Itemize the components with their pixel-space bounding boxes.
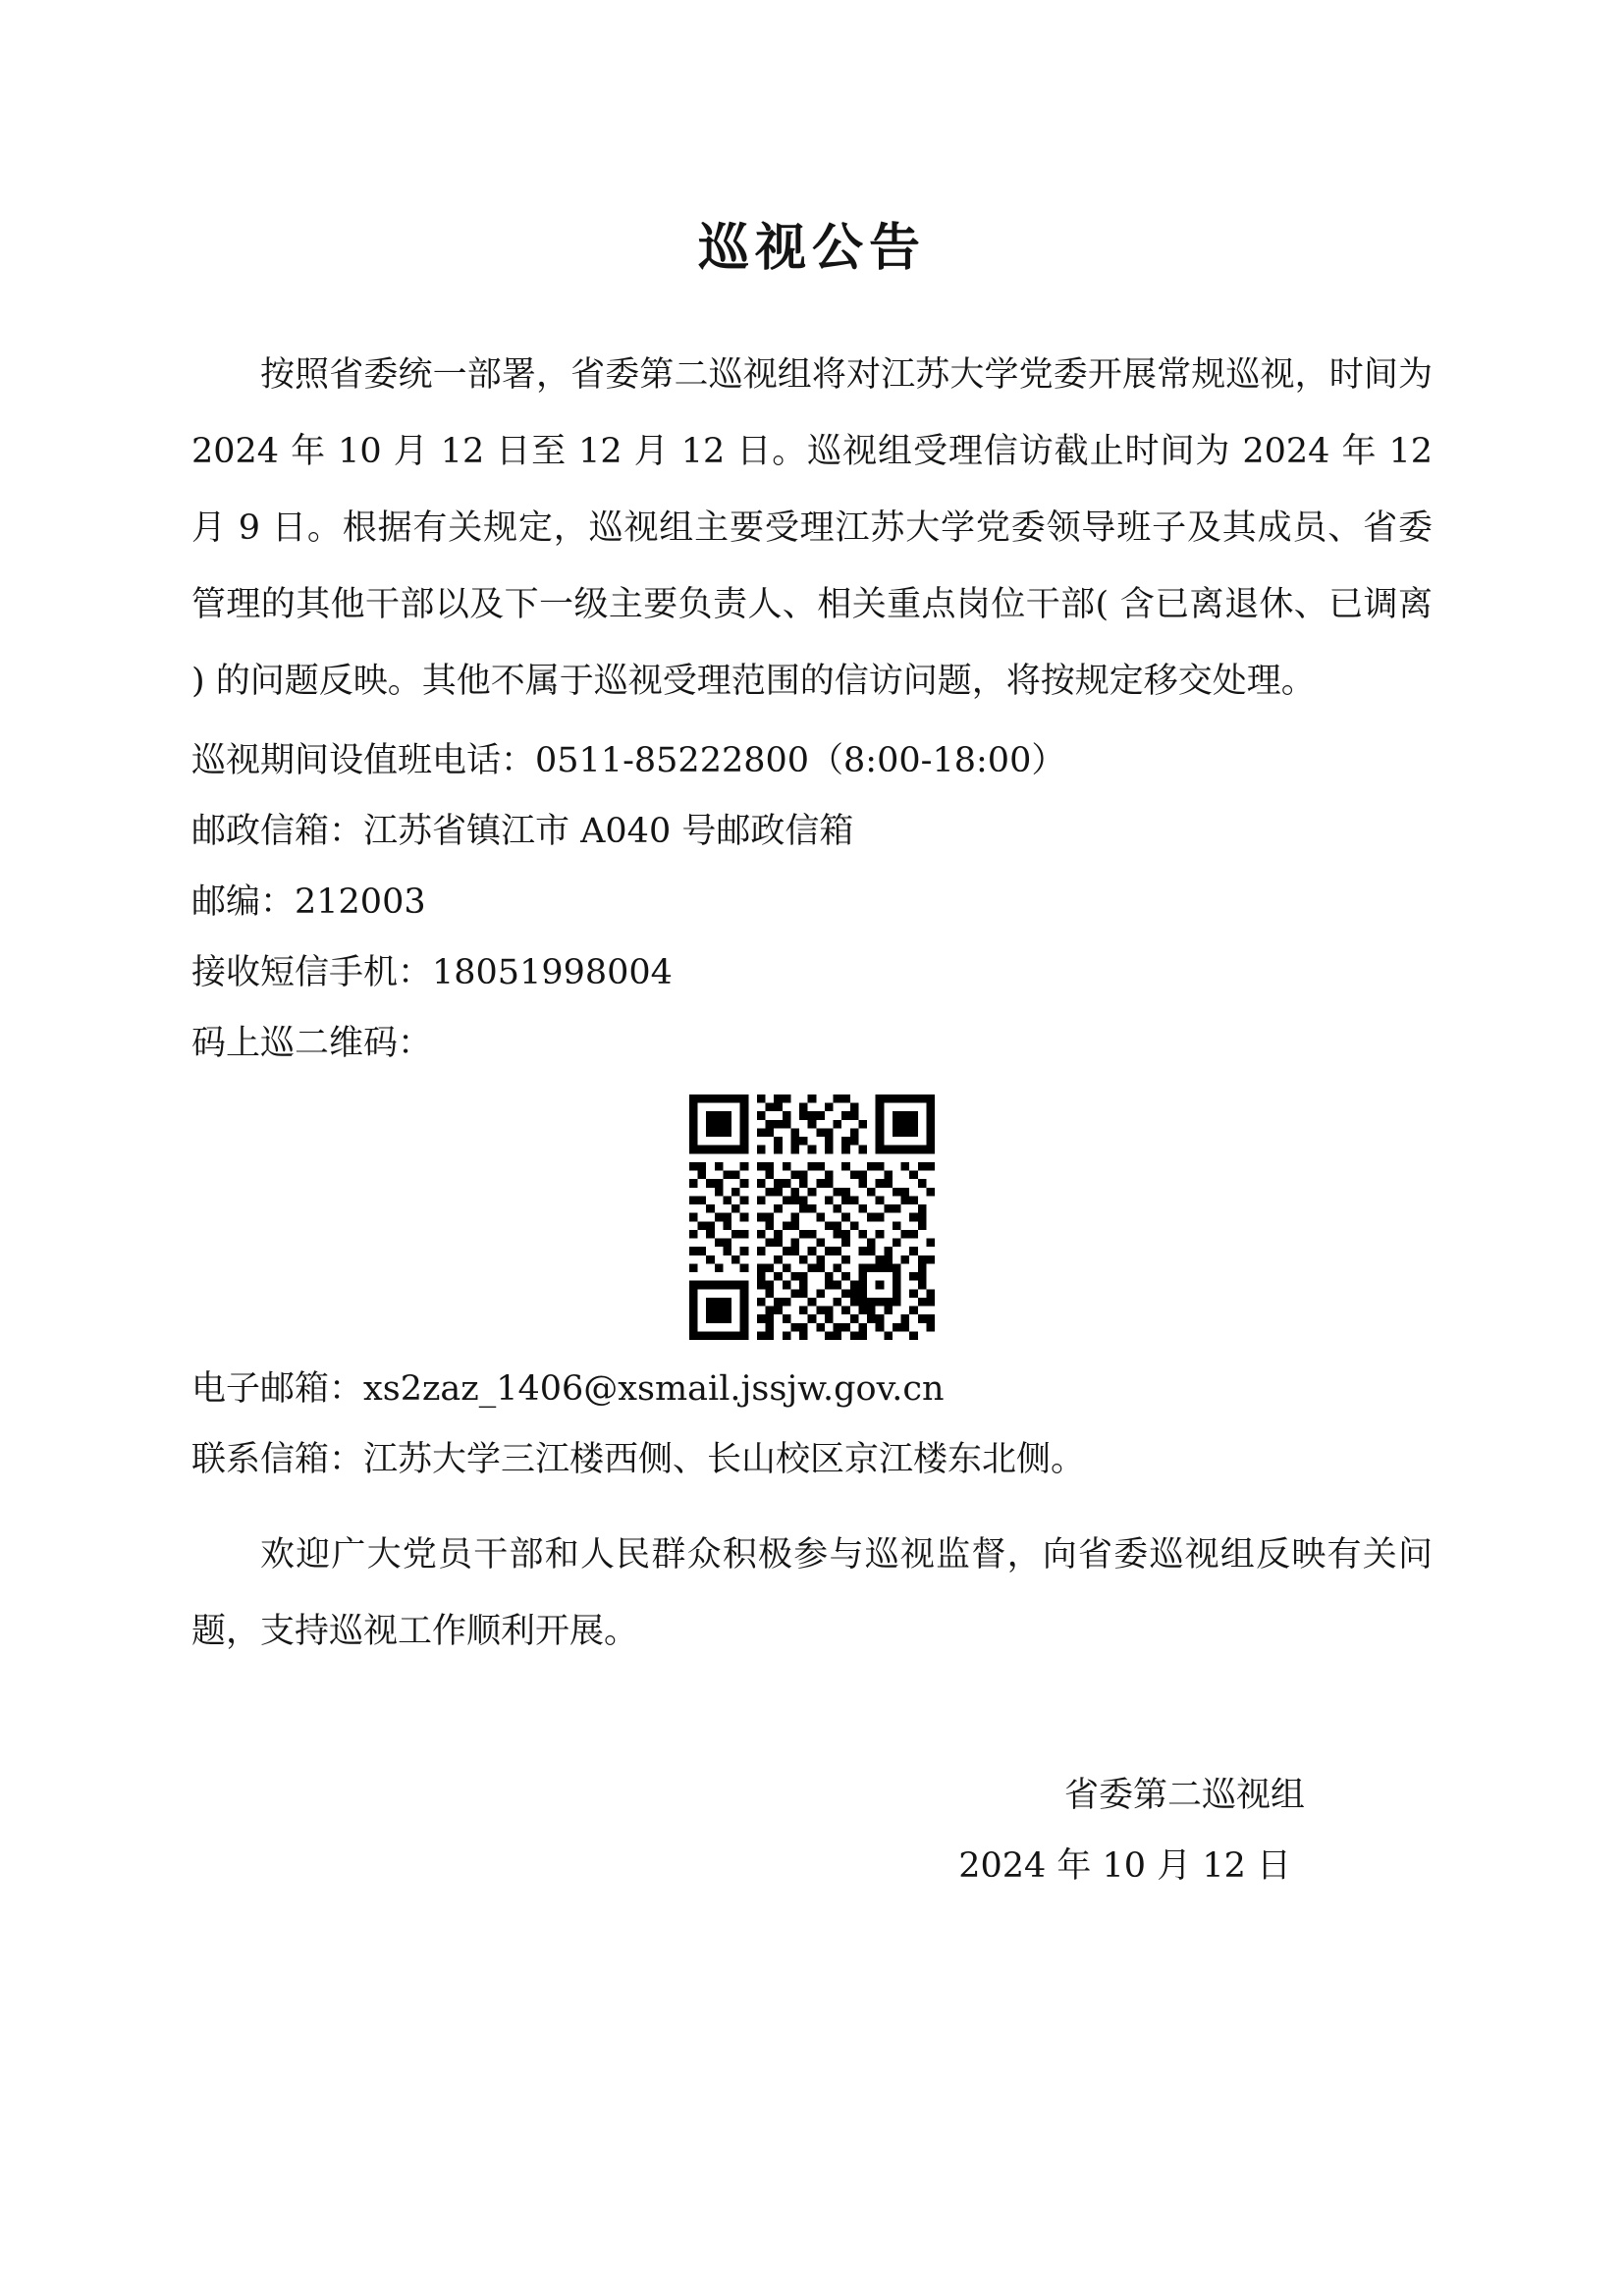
closing-paragraph: 欢迎广大党员干部和人民群众积极参与巡视监督，向省委巡视组反映有关问题，支持巡视工作顺利开展。 <box>191 1535 1433 1651</box>
contact-sms-line: 接收短信手机：18051998004 <box>191 953 673 992</box>
after-qr-block <box>191 1354 1433 1495</box>
contact-qrcode-label: 码上巡二维码： <box>191 1024 433 1063</box>
contact-email-line: 电子邮箱：xs2zaz_1406@xsmail.jssjw.gov.cn <box>191 1369 945 1409</box>
signature-block <box>191 1760 1433 1901</box>
qr-code-icon <box>689 1095 935 1340</box>
signature-date: 2024 年 10 月 12 日 <box>958 1846 1291 1886</box>
contact-block <box>191 725 1433 1079</box>
qr-code-container <box>191 1095 1433 1340</box>
contact-postal-line: 邮政信箱：江苏省镇江市 A040 号邮政信箱 <box>191 812 854 851</box>
signature-org: 省委第二巡视组 <box>1063 1776 1305 1815</box>
contact-phone-line: 巡视期间设值班电话：0511-85222800（8:00-18:00） <box>191 741 1066 780</box>
contact-mailbox-line: 联系信箱：江苏大学三江楼西侧、长山校区京江楼东北侧。 <box>191 1440 1086 1479</box>
contact-zipcode-line: 邮编：212003 <box>191 882 426 922</box>
main-paragraph: 按照省委统一部署，省委第二巡视组将对江苏大学党委开展常规巡视，时间为 2024 年 10 月 12 日至 12 月 12 日。巡视组受理信访截止时间为 2024 年 12 月 9 日。根据有关规定，巡视组主要受理江苏大学党委领导班子及其成员、省委管理的其他干部以及下一级主要负责人、相关重点岗位干部( 含已离退休、已调离 ) 的问题反映。其他不属于巡视受理范围的信访问题，将按规定移交处理。 <box>191 355 1433 701</box>
page-title: 巡视公告 <box>697 218 926 278</box>
